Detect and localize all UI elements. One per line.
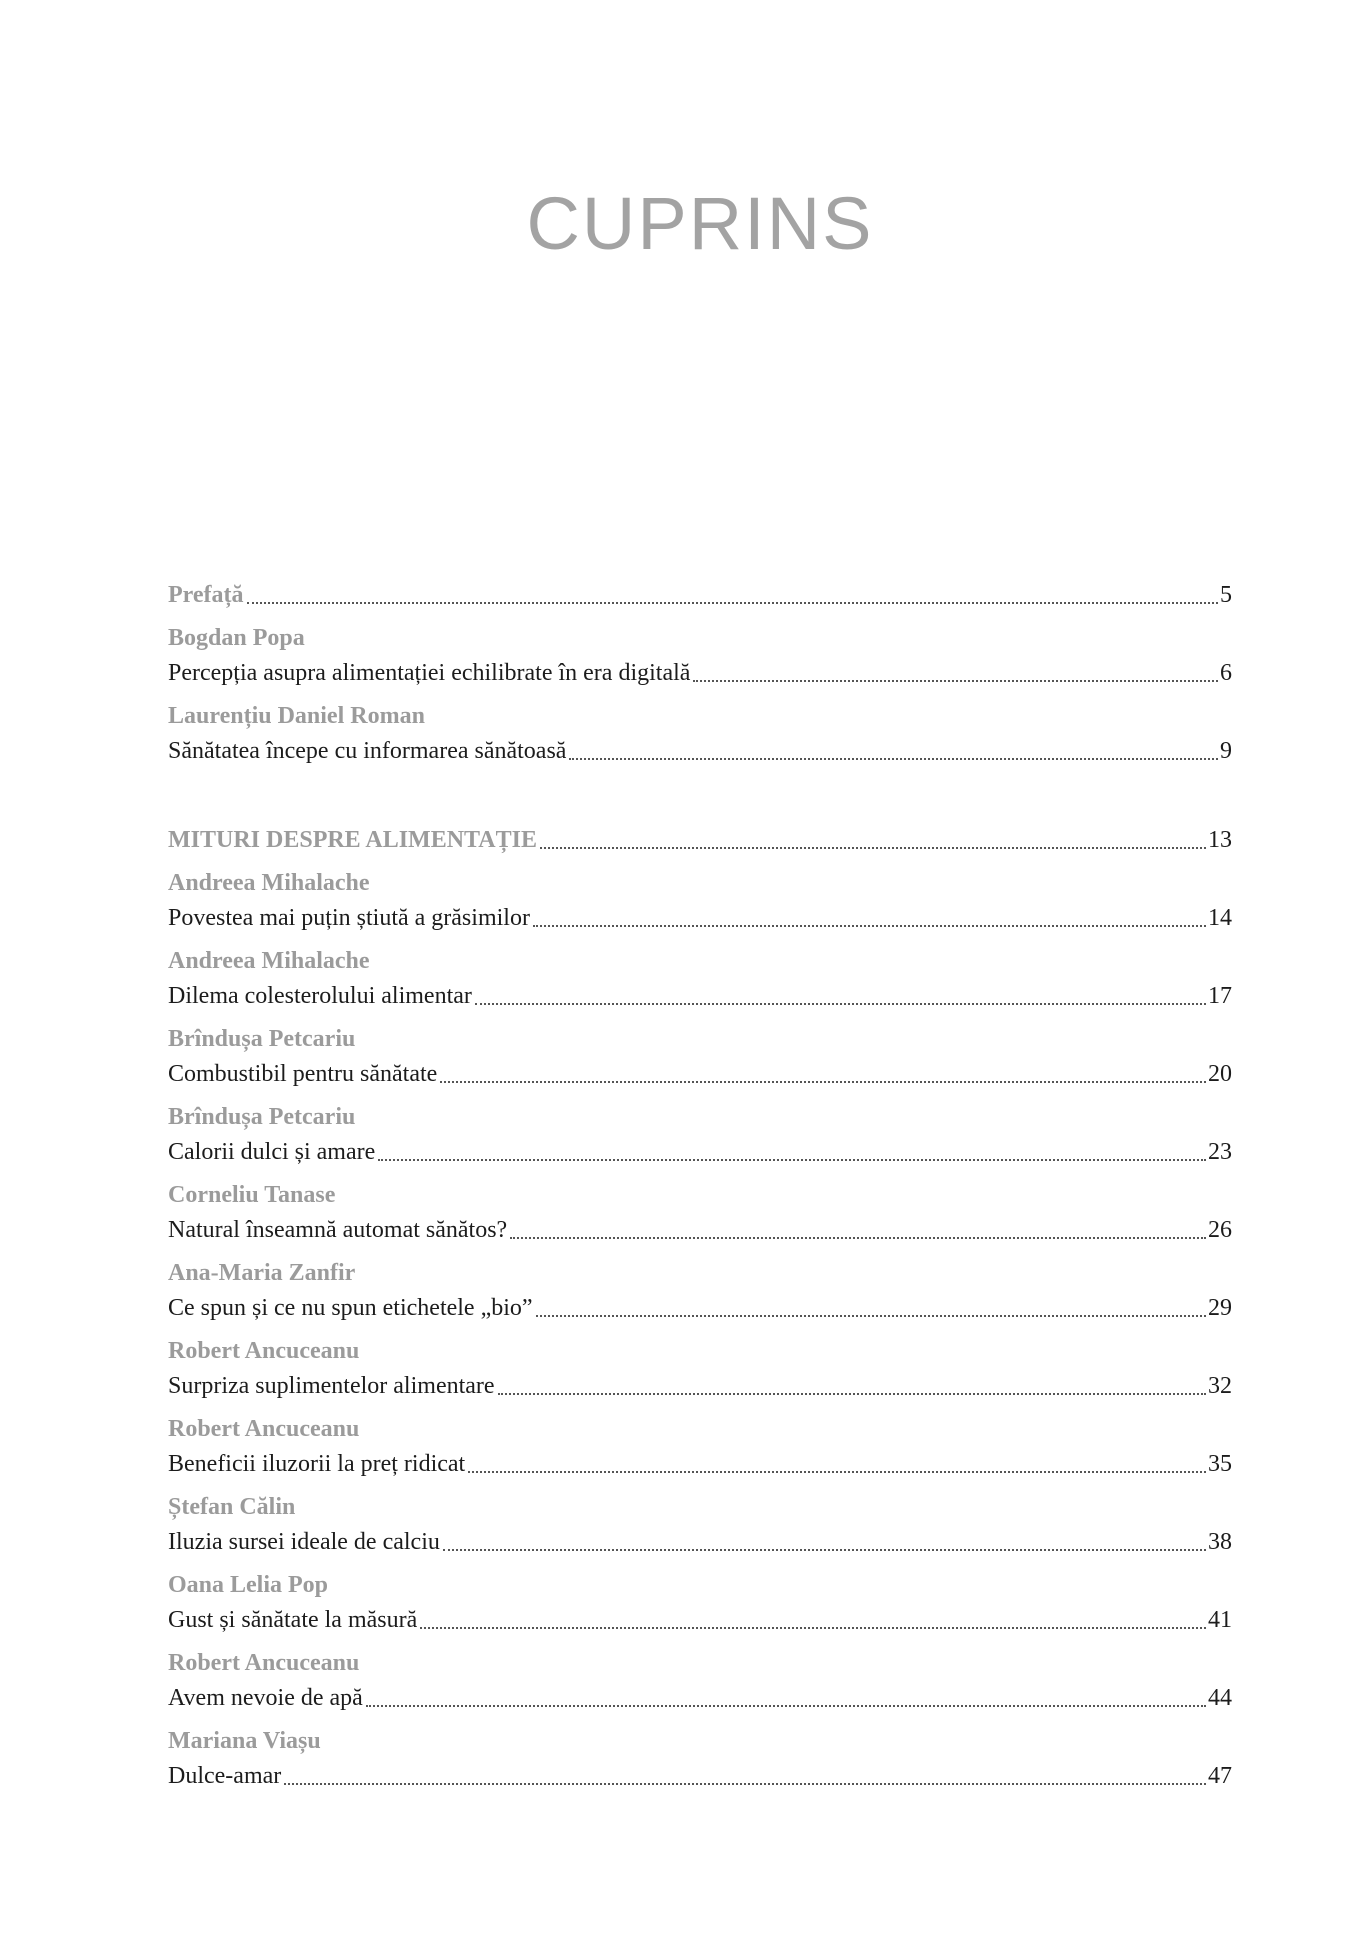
toc-author <box>168 1178 1232 1213</box>
author-name: Ana-Maria Zanfir <box>168 1260 356 1286</box>
toc-author <box>168 699 1232 734</box>
table-of-contents <box>168 578 1232 1794</box>
toc-author <box>168 1646 1232 1681</box>
page-number: 9 <box>1220 738 1232 764</box>
entry-title: Percepția asupra alimentației echilibrate în era digitală <box>168 660 691 686</box>
entry-title: Combustibil pentru sănătate <box>168 1061 438 1087</box>
page-number: 20 <box>1208 1061 1232 1087</box>
toc-author <box>168 866 1232 901</box>
dot-leader <box>475 1003 1206 1005</box>
page-number: 29 <box>1208 1295 1232 1321</box>
toc-entry <box>168 979 1232 1014</box>
page-number: 5 <box>1220 582 1232 608</box>
dot-leader <box>468 1471 1206 1473</box>
author-name: Robert Ancuceanu <box>168 1650 360 1676</box>
dot-leader <box>284 1783 1206 1785</box>
toc-entry <box>168 1057 1232 1092</box>
toc-entry <box>168 1681 1232 1716</box>
page-number: 41 <box>1208 1607 1232 1633</box>
toc-entry <box>168 1369 1232 1404</box>
page-number: 23 <box>1208 1139 1232 1165</box>
page-number: 44 <box>1208 1685 1232 1711</box>
dot-leader <box>510 1237 1206 1239</box>
toc-author <box>168 621 1232 656</box>
page-number: 35 <box>1208 1451 1232 1477</box>
dot-leader <box>420 1627 1206 1629</box>
toc-entry <box>168 1603 1232 1638</box>
entry-title: Dulce-amar <box>168 1763 282 1789</box>
toc-entry <box>168 901 1232 936</box>
toc-entry <box>168 734 1232 769</box>
page-number: 13 <box>1208 827 1232 853</box>
dot-leader <box>498 1393 1206 1395</box>
entry-title: Natural înseamnă automat sănătos? <box>168 1217 508 1243</box>
toc-author <box>168 1256 1232 1291</box>
toc-author <box>168 1724 1232 1759</box>
dot-leader <box>533 925 1206 927</box>
toc-entry <box>168 1291 1232 1326</box>
dot-leader <box>247 602 1218 604</box>
toc-author <box>168 1334 1232 1369</box>
dot-leader <box>440 1081 1206 1083</box>
entry-title: Surpriza suplimentelor alimentare <box>168 1373 495 1399</box>
toc-entry <box>168 1525 1232 1560</box>
author-name: Mariana Viașu <box>168 1728 321 1754</box>
section-label: MITURI DESPRE ALIMENTAȚIE <box>168 827 537 853</box>
toc-entry <box>168 1759 1232 1794</box>
author-name: Brîndușa Petcariu <box>168 1026 356 1052</box>
dot-leader <box>569 758 1218 760</box>
toc-entry <box>168 1447 1232 1482</box>
author-name: Andreea Mihalache <box>168 870 370 896</box>
page-title: CUPRINS <box>526 182 874 265</box>
dot-leader <box>366 1705 1206 1707</box>
page-number: 47 <box>1208 1763 1232 1789</box>
entry-title: Ce spun și ce nu spun etichetele „bio” <box>168 1295 533 1321</box>
author-name: Ștefan Călin <box>168 1494 296 1520</box>
toc-author <box>168 1100 1232 1135</box>
dot-leader <box>540 847 1206 849</box>
author-name: Robert Ancuceanu <box>168 1338 360 1364</box>
entry-title: Beneficii iluzorii la preț ridicat <box>168 1451 466 1477</box>
toc-entry <box>168 1135 1232 1170</box>
preface-label: Prefață <box>168 582 244 608</box>
entry-title: Sănătatea începe cu informarea sănătoasă <box>168 738 567 764</box>
toc-entry-preface <box>168 578 1232 613</box>
toc-section-heading <box>168 823 1232 858</box>
page-number: 26 <box>1208 1217 1232 1243</box>
author-name: Brîndușa Petcariu <box>168 1104 356 1130</box>
author-name: Bogdan Popa <box>168 625 305 651</box>
toc-author <box>168 1412 1232 1447</box>
page-number: 6 <box>1220 660 1232 686</box>
page-number: 14 <box>1208 905 1232 931</box>
dot-leader <box>378 1159 1206 1161</box>
page-number: 17 <box>1208 983 1232 1009</box>
page-number: 32 <box>1208 1373 1232 1399</box>
entry-title: Povestea mai puțin știută a grăsimilor <box>168 905 530 931</box>
toc-author <box>168 1490 1232 1525</box>
page-number: 38 <box>1208 1529 1232 1555</box>
dot-leader <box>536 1315 1206 1317</box>
author-name: Robert Ancuceanu <box>168 1416 360 1442</box>
author-name: Laurențiu Daniel Roman <box>168 703 425 729</box>
entry-title: Dilema colesterolului alimentar <box>168 983 472 1009</box>
toc-author <box>168 1022 1232 1057</box>
dot-leader <box>443 1549 1206 1551</box>
entry-title: Calorii dulci și amare <box>168 1139 376 1165</box>
dot-leader <box>693 680 1218 682</box>
entry-title: Iluzia sursei ideale de calciu <box>168 1529 440 1555</box>
toc-author <box>168 1568 1232 1603</box>
toc-entry <box>168 1213 1232 1248</box>
author-name: Andreea Mihalache <box>168 948 370 974</box>
entry-title: Avem nevoie de apă <box>168 1685 363 1711</box>
toc-author <box>168 944 1232 979</box>
author-name: Corneliu Tanase <box>168 1182 336 1208</box>
author-name: Oana Lelia Pop <box>168 1572 329 1598</box>
toc-entry <box>168 656 1232 691</box>
entry-title: Gust și sănătate la măsură <box>168 1607 418 1633</box>
